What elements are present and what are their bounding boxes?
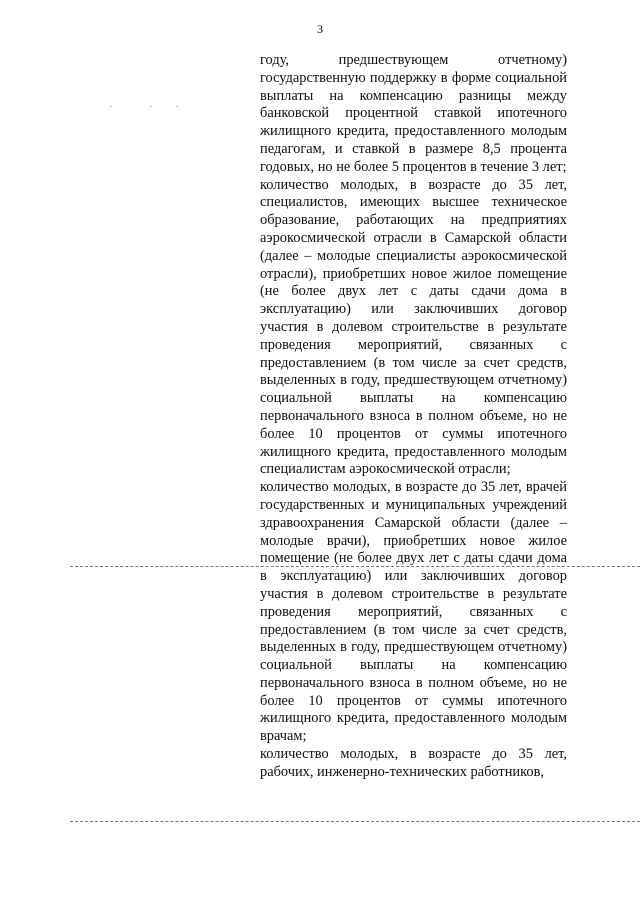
scan-speck <box>110 106 112 107</box>
scan-speck <box>176 106 178 107</box>
paragraph-teachers-tail: году, предшествующем отчетному) государственную поддержку в форме социальной выплаты на компенсацию разницы между банковской процентной ставкой ипотечного жилищного кредита, предоставленного молодым педагогам, и ставкой в размере 8,5 процента годовых, но не более 5 процентов в течение 3 лет; <box>260 52 567 175</box>
scan-artifact-line <box>70 566 640 567</box>
document-body <box>260 52 567 782</box>
paragraph-young-doctors: количество молодых, в возрасте до 35 лет, врачей государственных и муниципальных учреждений здравоохранения Самарской области (далее – молодые врачи), приобретших новое жилое помещение (не более двух лет с даты сдачи дома в эксплуатацию) или заключивших договор участия в долевом строительстве в результате проведения мероприятий, связанных с предоставлением (в том числе за счет средств, выделенных в году, предшествующем отчетному) социальной выплаты на компенсацию первоначального взноса в полном объеме, но не более 10 процентов от суммы ипотечного жилищного кредита, предоставленного молодым врачам; <box>260 479 567 745</box>
scan-speck <box>150 106 152 107</box>
paragraph-aerospace-specialists: количество молодых, в возрасте до 35 лет, специалистов, имеющих высшее техническое образование, работающих на предприятиях аэрокосмической отрасли в Самарской области (далее – молодые специалисты аэрокосмической отрасли), приобретших новое жилое помещение (не более двух лет с даты сдачи дома в эксплуатацию) или заключивших договор участия в долевом строительстве в результате проведения мероприятий, связанных с предоставлением (в том числе за счет средств, выделенных в году, предшествующем отчетному) социальной выплаты на компенсацию первоначального взноса в полном объеме, но не более 10 процентов от суммы ипотечного жилищного кредита, предоставленного молодым специалистам аэрокосмической отрасли; <box>260 176 567 478</box>
scan-artifact-line <box>70 821 640 822</box>
page-number: 3 <box>317 22 323 36</box>
paragraph-workers: количество молодых, в возрасте до 35 лет, рабочих, инженерно-технических работников, <box>260 746 567 780</box>
